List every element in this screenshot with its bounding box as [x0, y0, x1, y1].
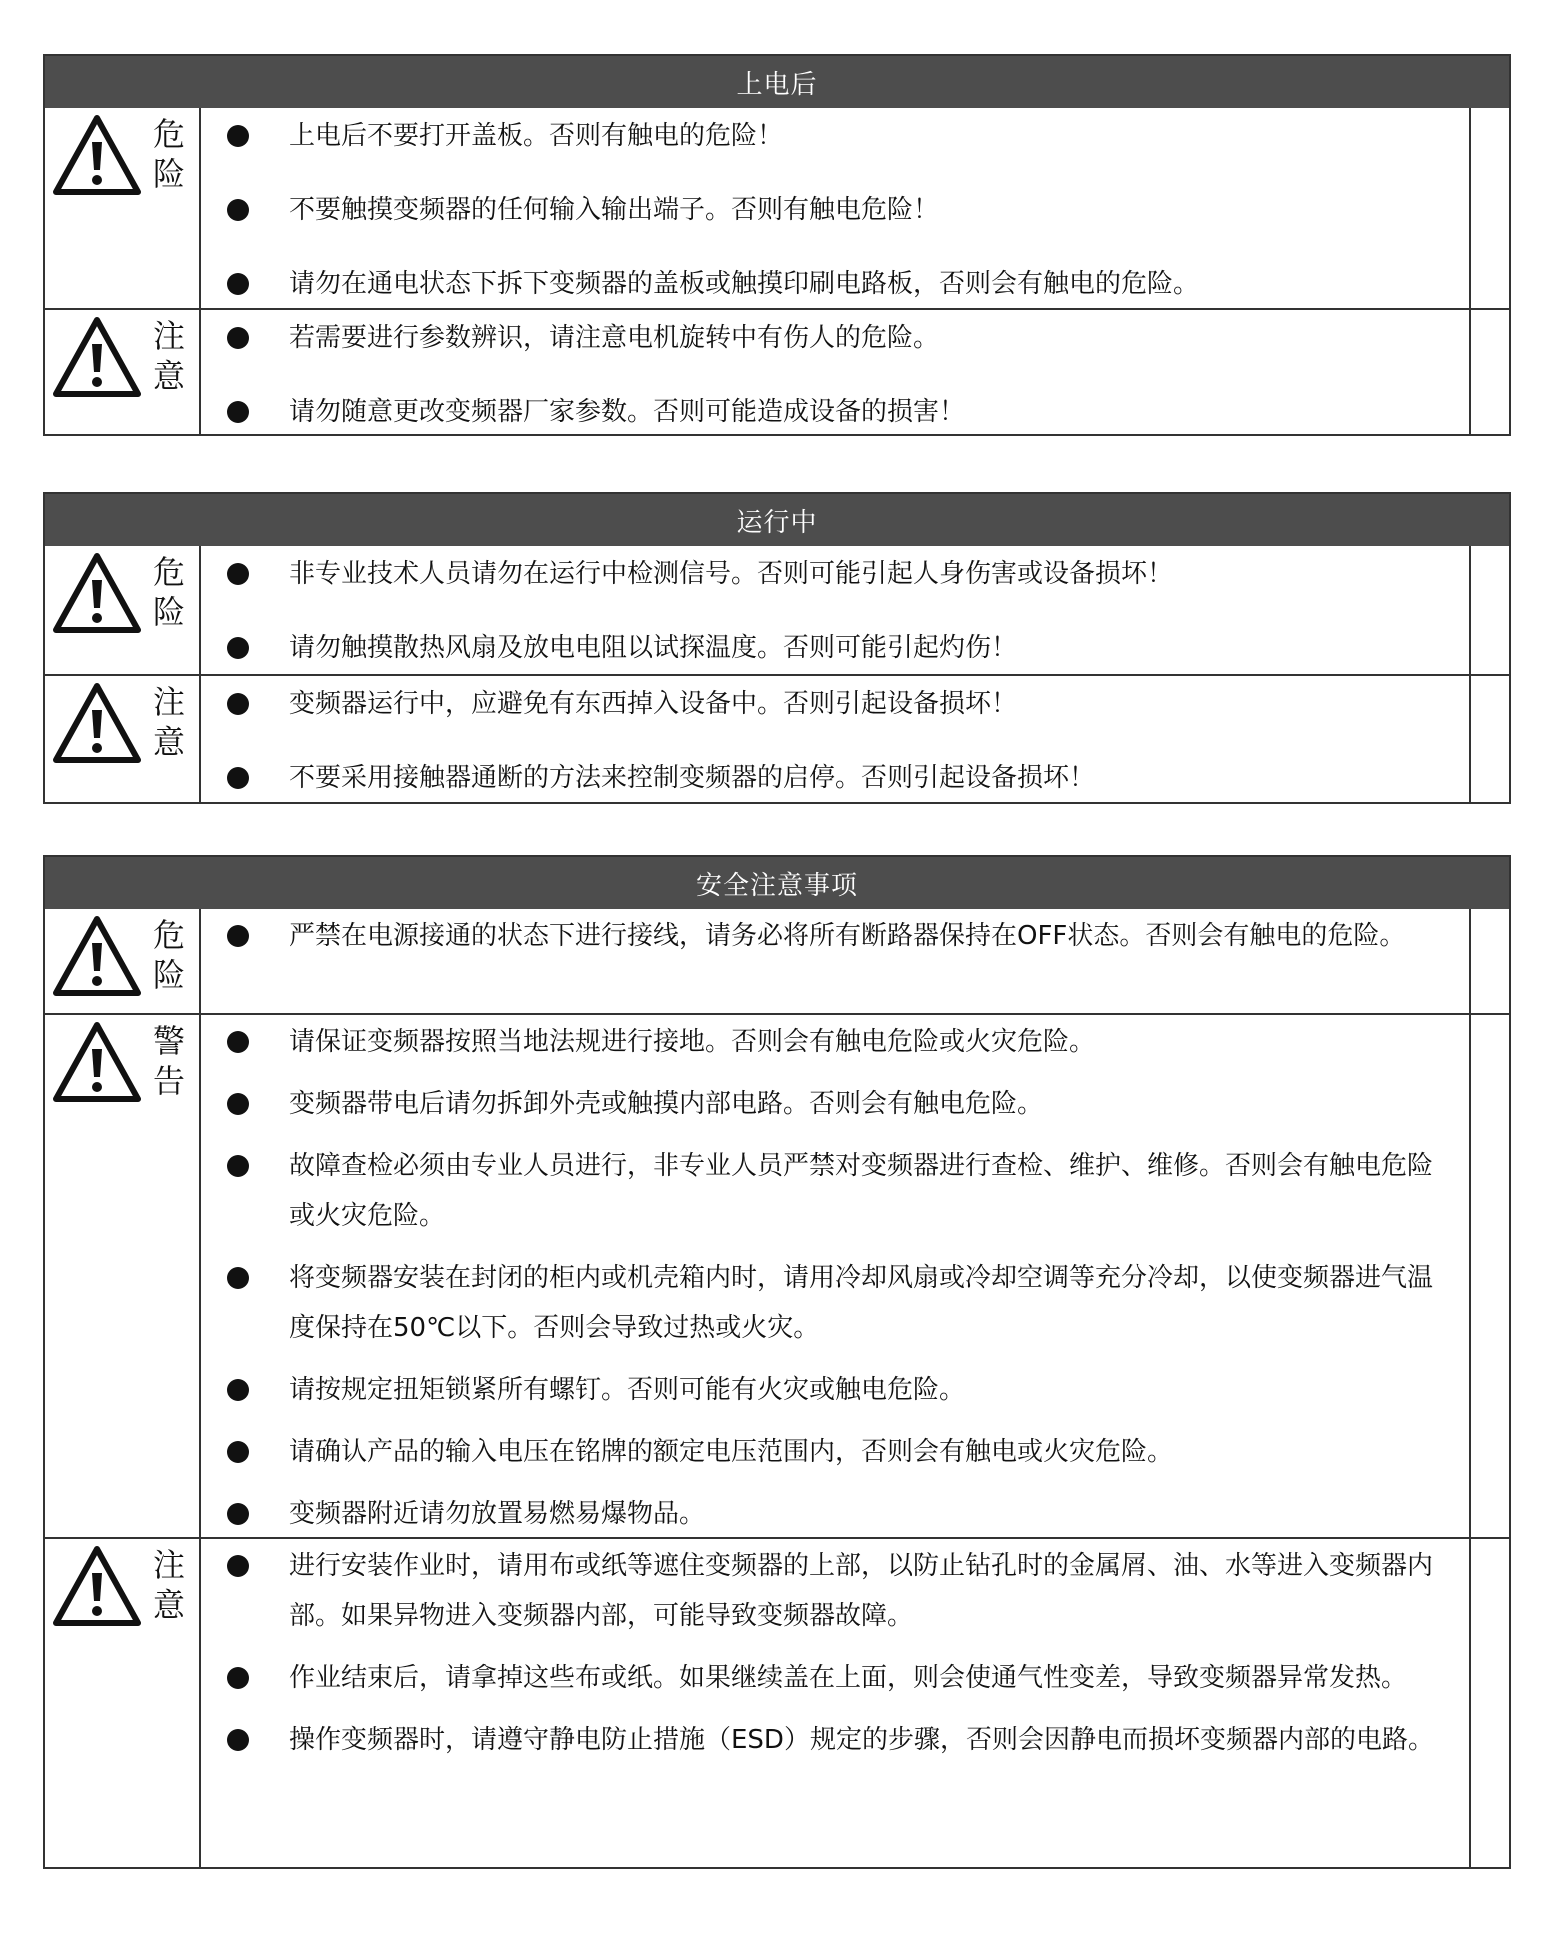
group-warning	[45, 1013, 1509, 1537]
bullet-icon	[227, 273, 249, 295]
group-danger	[45, 546, 1509, 674]
list-item: 非专业技术人员请勿在运行中检测信号。否则可能引起人身伤害或设备损坏！	[201, 549, 1447, 599]
group-label: 危险	[152, 916, 185, 994]
group-label: 注意	[152, 1546, 185, 1624]
warning-triangle-icon	[50, 913, 144, 1001]
list-item: 请勿触摸散热风扇及放电电阻以试探温度。否则可能引起灼伤！	[201, 623, 1447, 673]
list-item: 请确认产品的输入电压在铭牌的额定电压范围内，否则会有触电或火灾危险。	[201, 1427, 1447, 1477]
bullet-icon	[227, 401, 249, 423]
list-item: 请保证变频器按照当地法规进行接地。否则会有触电危险或火灾危险。	[201, 1017, 1447, 1067]
bullet-icon	[227, 1441, 249, 1463]
group-danger	[45, 909, 1509, 1013]
section-title: 安全注意事项	[45, 857, 1509, 909]
list-item: 将变频器安装在封闭的柜内或机壳箱内时，请用冷却风扇或冷却空调等充分冷却，以使变频器进气温度保持在50℃以下。否则会导致过热或火灾。	[201, 1253, 1447, 1353]
list-item: 请按规定扭矩锁紧所有螺钉。否则可能有火灾或触电危险。	[201, 1365, 1447, 1415]
list-item: 故障查检必须由专业人员进行，非专业人员严禁对变频器进行查检、维护、维修。否则会有触电危险或火灾危险。	[201, 1141, 1447, 1241]
bullet-icon	[227, 1267, 249, 1289]
list-item: 请勿在通电状态下拆下变频器的盖板或触摸印刷电路板，否则会有触电的危险。	[201, 259, 1447, 309]
group-danger	[45, 108, 1509, 308]
list-item: 进行安装作业时，请用布或纸等遮住变频器的上部，以防止钻孔时的金属屑、油、水等进入变频器内部。如果异物进入变频器内部，可能导致变频器故障。	[201, 1541, 1447, 1641]
list-item: 作业结束后，请拿掉这些布或纸。如果继续盖在上面，则会使通气性变差，导致变频器异常发热。	[201, 1653, 1447, 1703]
list-item: 严禁在电源接通的状态下进行接线，请务必将所有断路器保持在OFF状态。否则会有触电的危险。	[201, 911, 1447, 961]
warning-triangle-icon	[50, 680, 144, 768]
list-item: 变频器带电后请勿拆卸外壳或触摸内部电路。否则会有触电危险。	[201, 1079, 1447, 1129]
group-label: 注意	[152, 683, 185, 761]
bullet-icon	[227, 693, 249, 715]
section-power-on	[43, 54, 1511, 436]
bullet-icon	[227, 1155, 249, 1177]
group-caution	[45, 674, 1509, 802]
group-caution	[45, 308, 1509, 434]
list-item: 变频器附近请勿放置易燃易爆物品。	[201, 1489, 1447, 1539]
bullet-icon	[227, 199, 249, 221]
section-running	[43, 492, 1511, 804]
list-item: 若需要进行参数辨识，请注意电机旋转中有伤人的危险。	[201, 313, 1447, 363]
warning-triangle-icon	[50, 550, 144, 638]
warning-triangle-icon	[50, 1543, 144, 1631]
group-label: 注意	[152, 317, 185, 395]
section-safety-notes	[43, 855, 1511, 1869]
bullet-icon	[227, 1379, 249, 1401]
list-item: 请勿随意更改变频器厂家参数。否则可能造成设备的损害！	[201, 387, 1447, 437]
warning-triangle-icon	[50, 1019, 144, 1107]
list-item: 不要触摸变频器的任何输入输出端子。否则有触电危险！	[201, 185, 1447, 235]
list-item: 上电后不要打开盖板。否则有触电的危险！	[201, 111, 1447, 161]
list-item: 变频器运行中，应避免有东西掉入设备中。否则引起设备损坏！	[201, 679, 1447, 729]
group-caution	[45, 1537, 1509, 1867]
bullet-icon	[227, 563, 249, 585]
bullet-icon	[227, 637, 249, 659]
bullet-icon	[227, 1555, 249, 1577]
section-title: 上电后	[45, 56, 1509, 108]
bullet-icon	[227, 767, 249, 789]
bullet-icon	[227, 1503, 249, 1525]
bullet-icon	[227, 925, 249, 947]
bullet-icon	[227, 1729, 249, 1751]
group-label: 危险	[152, 115, 185, 193]
section-title: 运行中	[45, 494, 1509, 546]
list-item: 操作变频器时，请遵守静电防止措施（ESD）规定的步骤，否则会因静电而损坏变频器内部的电路。	[201, 1715, 1447, 1765]
group-label: 警告	[152, 1022, 185, 1100]
warning-triangle-icon	[50, 112, 144, 200]
warning-triangle-icon	[50, 314, 144, 402]
bullet-icon	[227, 125, 249, 147]
bullet-icon	[227, 1093, 249, 1115]
group-label: 危险	[152, 553, 185, 631]
list-item: 不要采用接触器通断的方法来控制变频器的启停。否则引起设备损坏！	[201, 753, 1447, 803]
bullet-icon	[227, 1031, 249, 1053]
bullet-icon	[227, 327, 249, 349]
bullet-icon	[227, 1667, 249, 1689]
